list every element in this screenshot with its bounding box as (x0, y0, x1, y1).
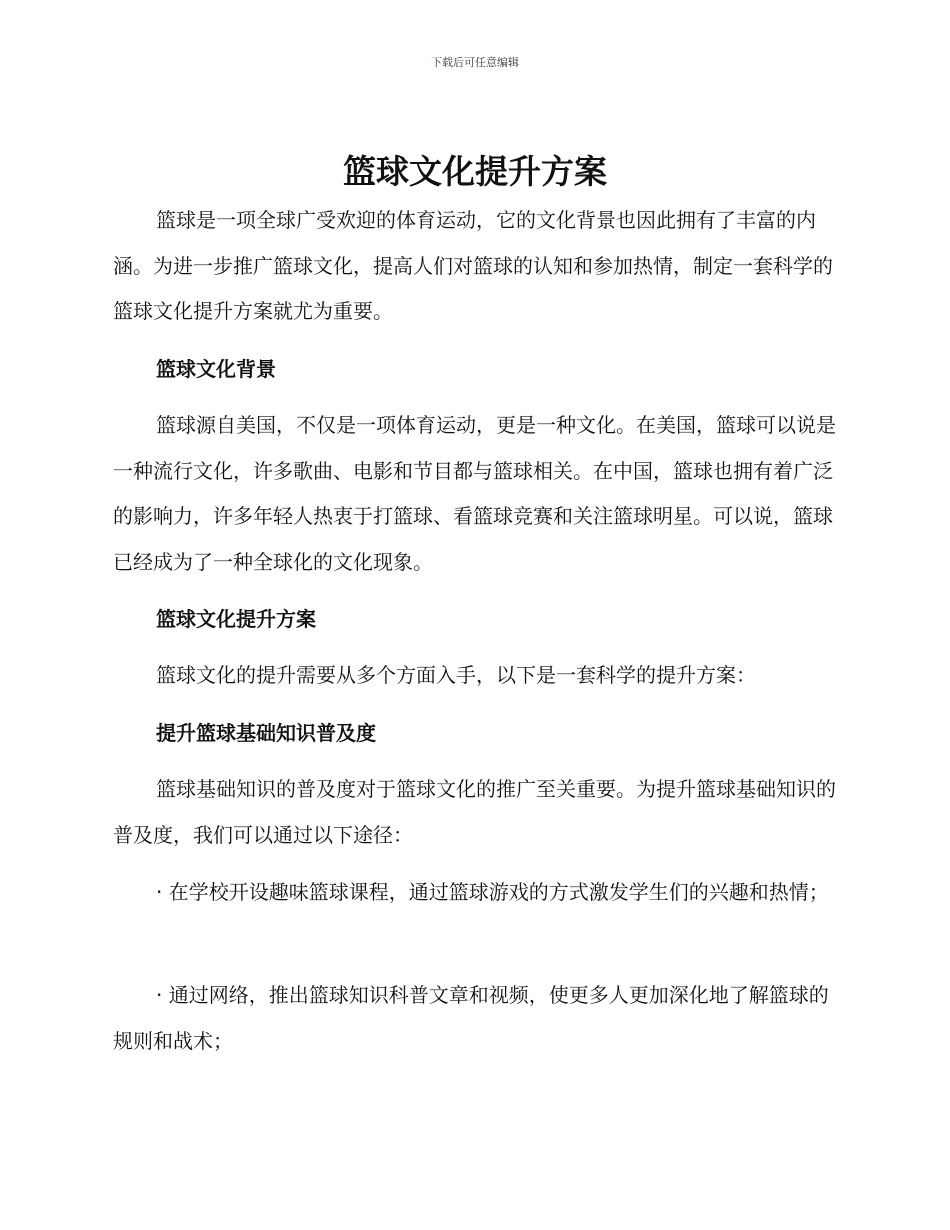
document-title: 篮球文化提升方案 (343, 152, 607, 191)
basics-paragraph: 篮球基础知识的普及度对于篮球文化的推广至关重要。为提升篮球基础知识的普及度，我们可以通过以下途径： (113, 777, 836, 847)
bullet-item-1: · 在学校开设趣味篮球课程，通过篮球游戏的方式激发学生们的兴趣和热情； (156, 880, 829, 904)
background-paragraph: 篮球源自美国，不仅是一项体育运动，更是一种文化。在美国，篮球可以说是一种流行文化，许多歌曲、电影和节目都与篮球相关。在中国，篮球也拥有着广泛的影响力，许多年轻人热衷于打篮球、看篮球竞赛和关注篮球明星。可以说，篮球已经成为了一种全球化的文化现象。 (113, 413, 836, 574)
section-heading-plan: 篮球文化提升方案 (156, 607, 316, 631)
section-heading-basics: 提升篮球基础知识普及度 (156, 721, 376, 745)
intro-paragraph: 篮球是一项全球广受欢迎的体育运动，它的文化背景也因此拥有了丰富的内涵。为进一步推广篮球文化，提高人们对篮球的认知和参加热情，制定一套科学的篮球文化提升方案就尤为重要。 (113, 208, 833, 323)
page-header-note: 下载后可任意编辑 (431, 56, 519, 69)
bullet-item-2: · 通过网络，推出篮球知识科普文章和视频，使更多人更加深化地了解篮球的规则和战术； (113, 983, 829, 1053)
section-heading-background: 篮球文化背景 (156, 357, 276, 381)
plan-paragraph: 篮球文化的提升需要从多个方面入手，以下是一套科学的提升方案： (156, 663, 756, 687)
